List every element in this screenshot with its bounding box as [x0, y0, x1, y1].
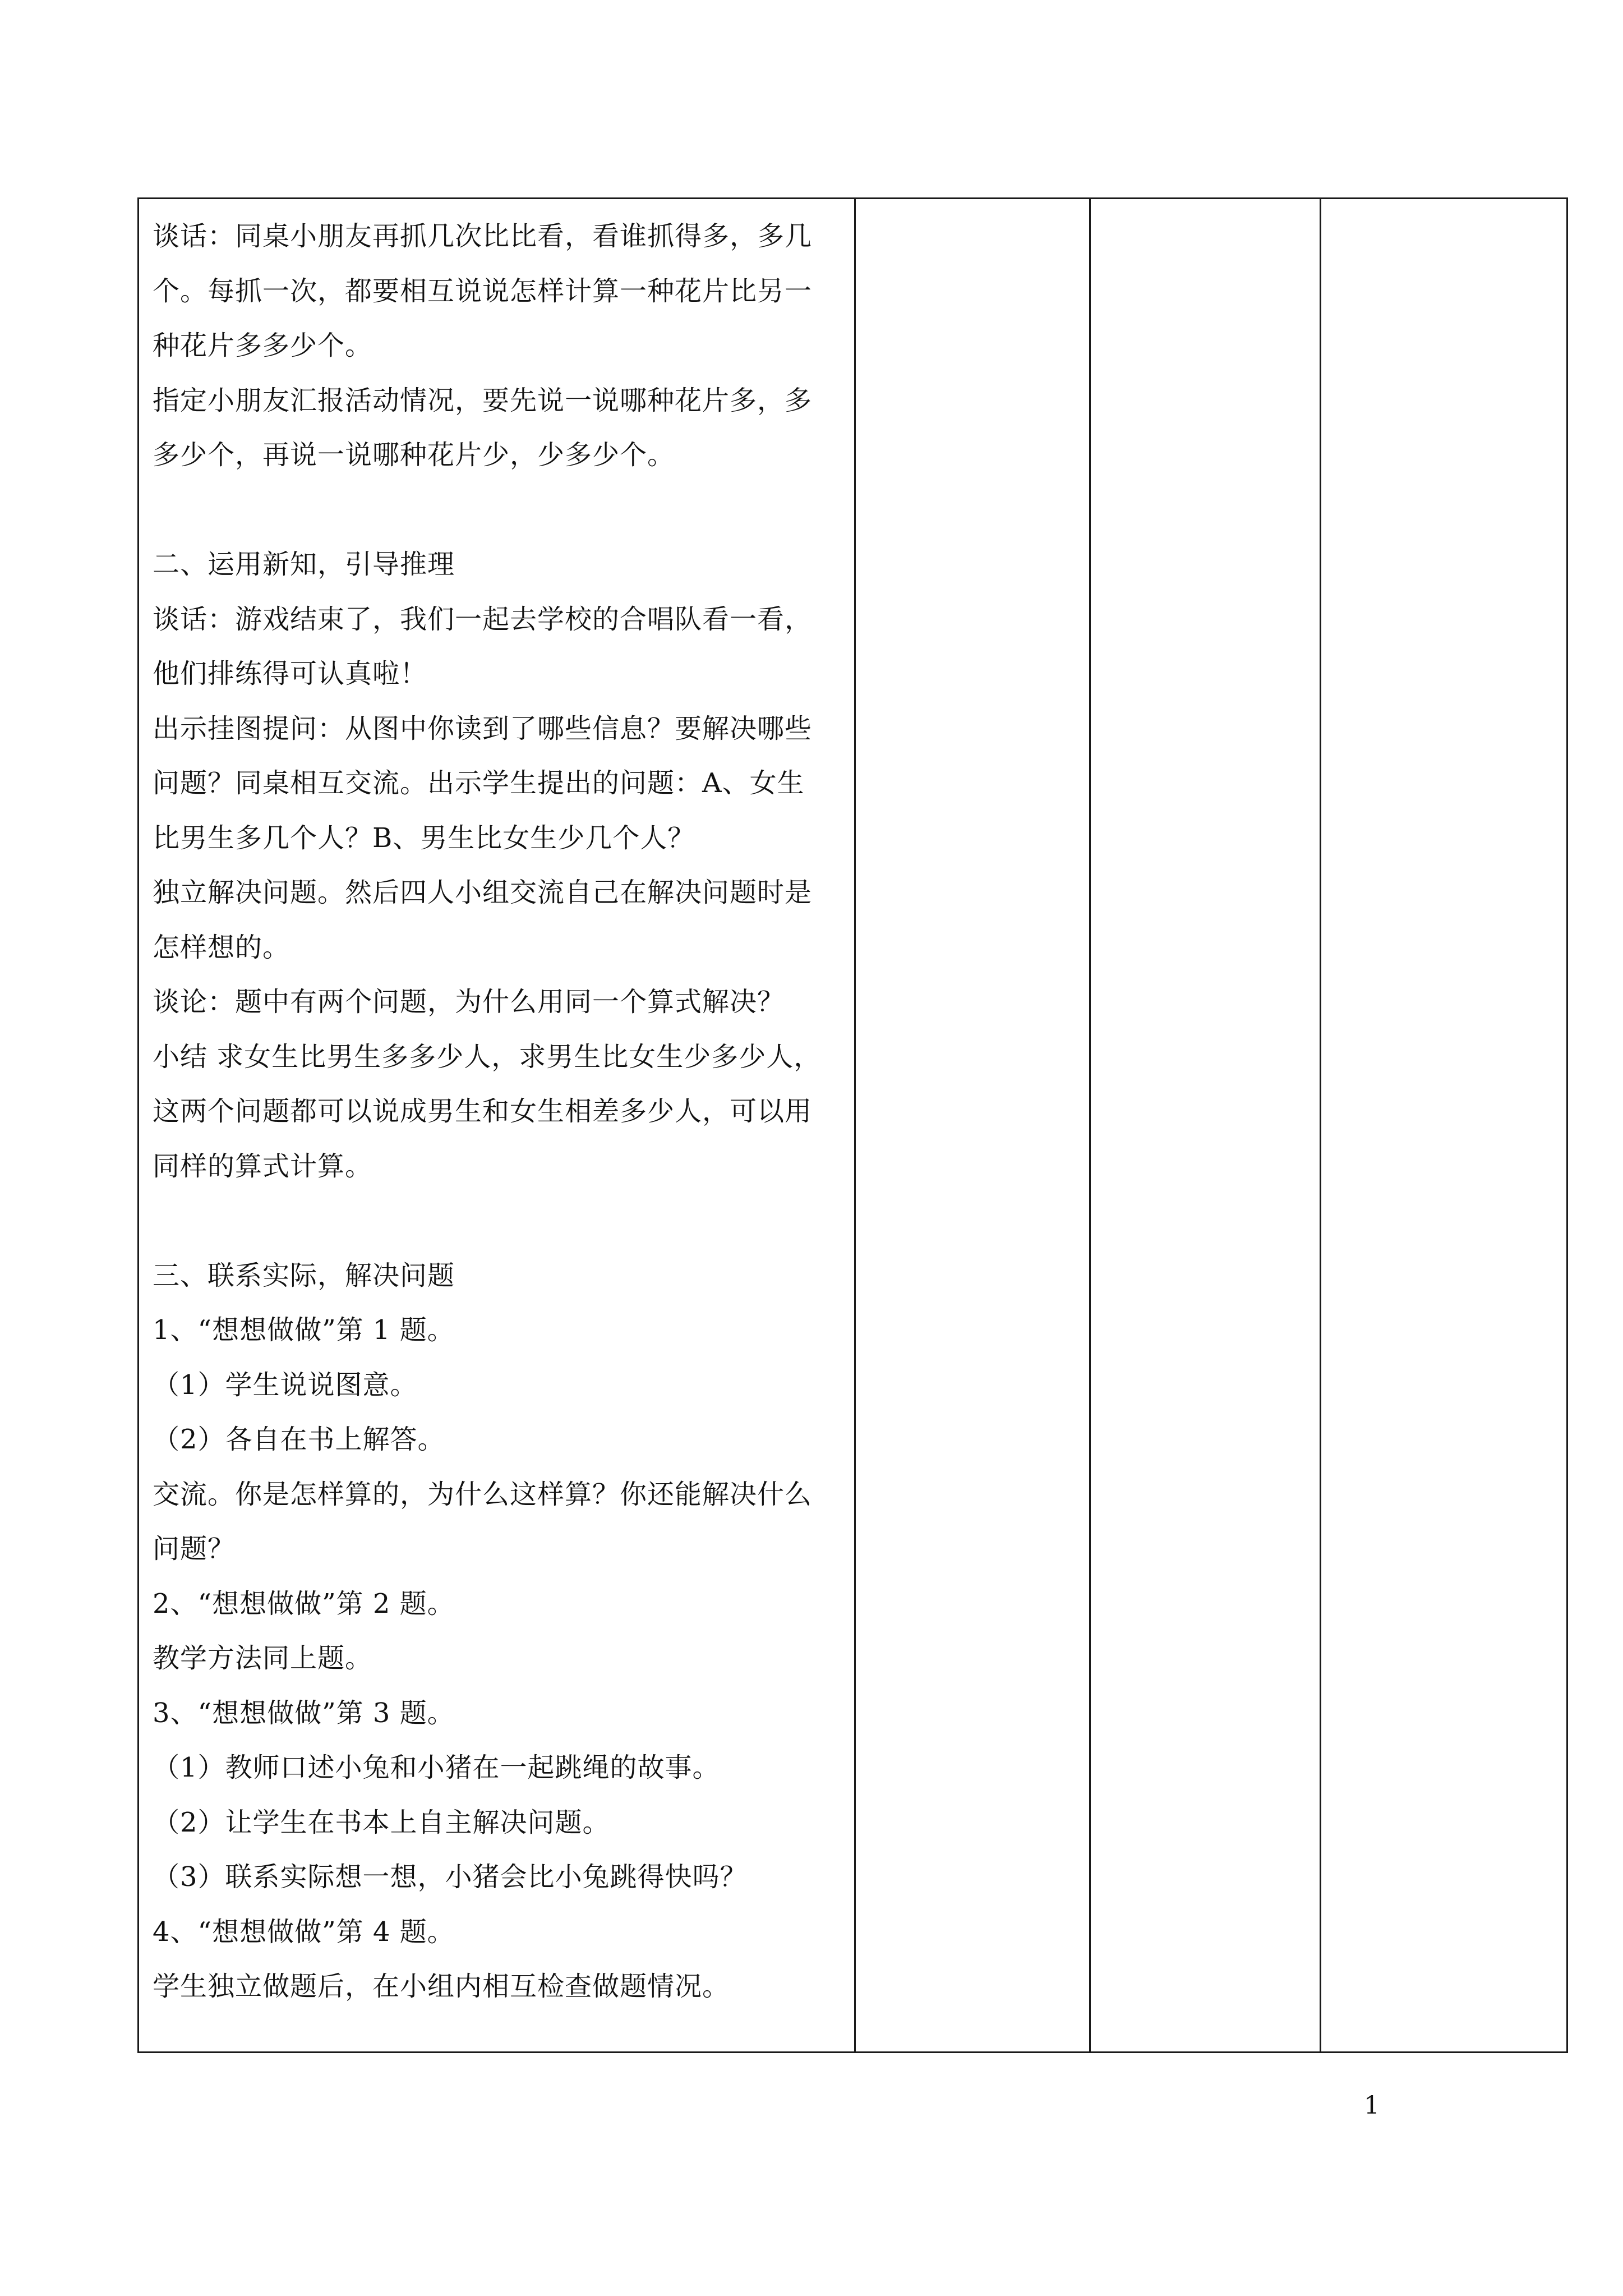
text-line: 问题？同桌相互交流。出示学生提出的问题：A、女生	[153, 767, 805, 799]
page-number: 1	[1364, 2091, 1380, 2120]
text-line: （3）联系实际想一想，小猪会比小兔跳得快吗？	[153, 1861, 748, 1893]
section-heading: 二、运用新知，引导推理	[153, 549, 455, 580]
text-line: 怎样想的。	[153, 931, 291, 963]
lesson-plan-table	[137, 197, 1568, 2053]
text-line: 交流。你是怎样算的，为什么这样算？你还能解决什么	[153, 1478, 813, 1510]
text-line: 谈论：题中有两个问题，为什么用同一个算式解决？	[153, 986, 785, 1018]
teaching-process-content	[139, 199, 854, 2014]
text-line: （1）教师口述小兔和小猪在一起跳绳的故事。	[153, 1752, 720, 1783]
text-line: 学生独立做题后，在小组内相互检查做题情况。	[153, 1971, 730, 2002]
text-line: （2）各自在书上解答。	[153, 1424, 445, 1455]
table-row	[139, 199, 1567, 2053]
text-line: 小结 求女生比男生多多少人，求男生比女生少多少人，	[153, 1041, 822, 1073]
text-line: 指定小朋友汇报活动情况，要先说一说哪种花片多，多	[153, 384, 813, 416]
text-line: 4、“想想做做”第 4 题。	[153, 1916, 455, 1948]
text-line: 出示挂图提问：从图中你读到了哪些信息？要解决哪些	[153, 712, 813, 744]
text-line: 他们排练得可认真啦！	[153, 658, 428, 689]
text-line: 1、“想想做做”第 1 题。	[153, 1314, 455, 1346]
teaching-process-cell	[139, 199, 855, 2053]
text-line: 种花片多多少个。	[153, 330, 373, 361]
text-line: 比男生多几个人？B、男生比女生少几个人？	[153, 822, 695, 854]
text-line: 个。每抓一次，都要相互说说怎样计算一种花片比另一	[153, 275, 813, 307]
empty-column-cell	[1090, 199, 1321, 2053]
text-line: 2、“想想做做”第 2 题。	[153, 1588, 455, 1619]
text-line: 教学方法同上题。	[153, 1642, 373, 1674]
empty-column-cell	[1321, 199, 1567, 2053]
section-heading: 三、联系实际，解决问题	[153, 1259, 455, 1291]
text-line: 3、“想想做做”第 3 题。	[153, 1697, 455, 1729]
text-line: 独立解决问题。然后四人小组交流自己在解决问题时是	[153, 877, 813, 908]
blank-line	[153, 1194, 842, 1249]
text-line: 多少个，再说一说哪种花片少，少多少个。	[153, 439, 675, 471]
text-line: 这两个问题都可以说成男生和女生相差多少人，可以用	[153, 1096, 813, 1127]
text-line: 问题？	[153, 1533, 236, 1565]
text-line: 谈话：游戏结束了，我们一起去学校的合唱队看一看，	[153, 603, 813, 635]
text-line: 同样的算式计算。	[153, 1150, 373, 1182]
blank-line	[153, 483, 842, 538]
empty-column-cell	[855, 199, 1090, 2053]
text-line: （1）学生说说图意。	[153, 1369, 418, 1401]
text-line: 谈话：同桌小朋友再抓几次比比看，看谁抓得多，多几	[153, 220, 813, 252]
text-line: （2）让学生在书本上自主解决问题。	[153, 1806, 610, 1838]
